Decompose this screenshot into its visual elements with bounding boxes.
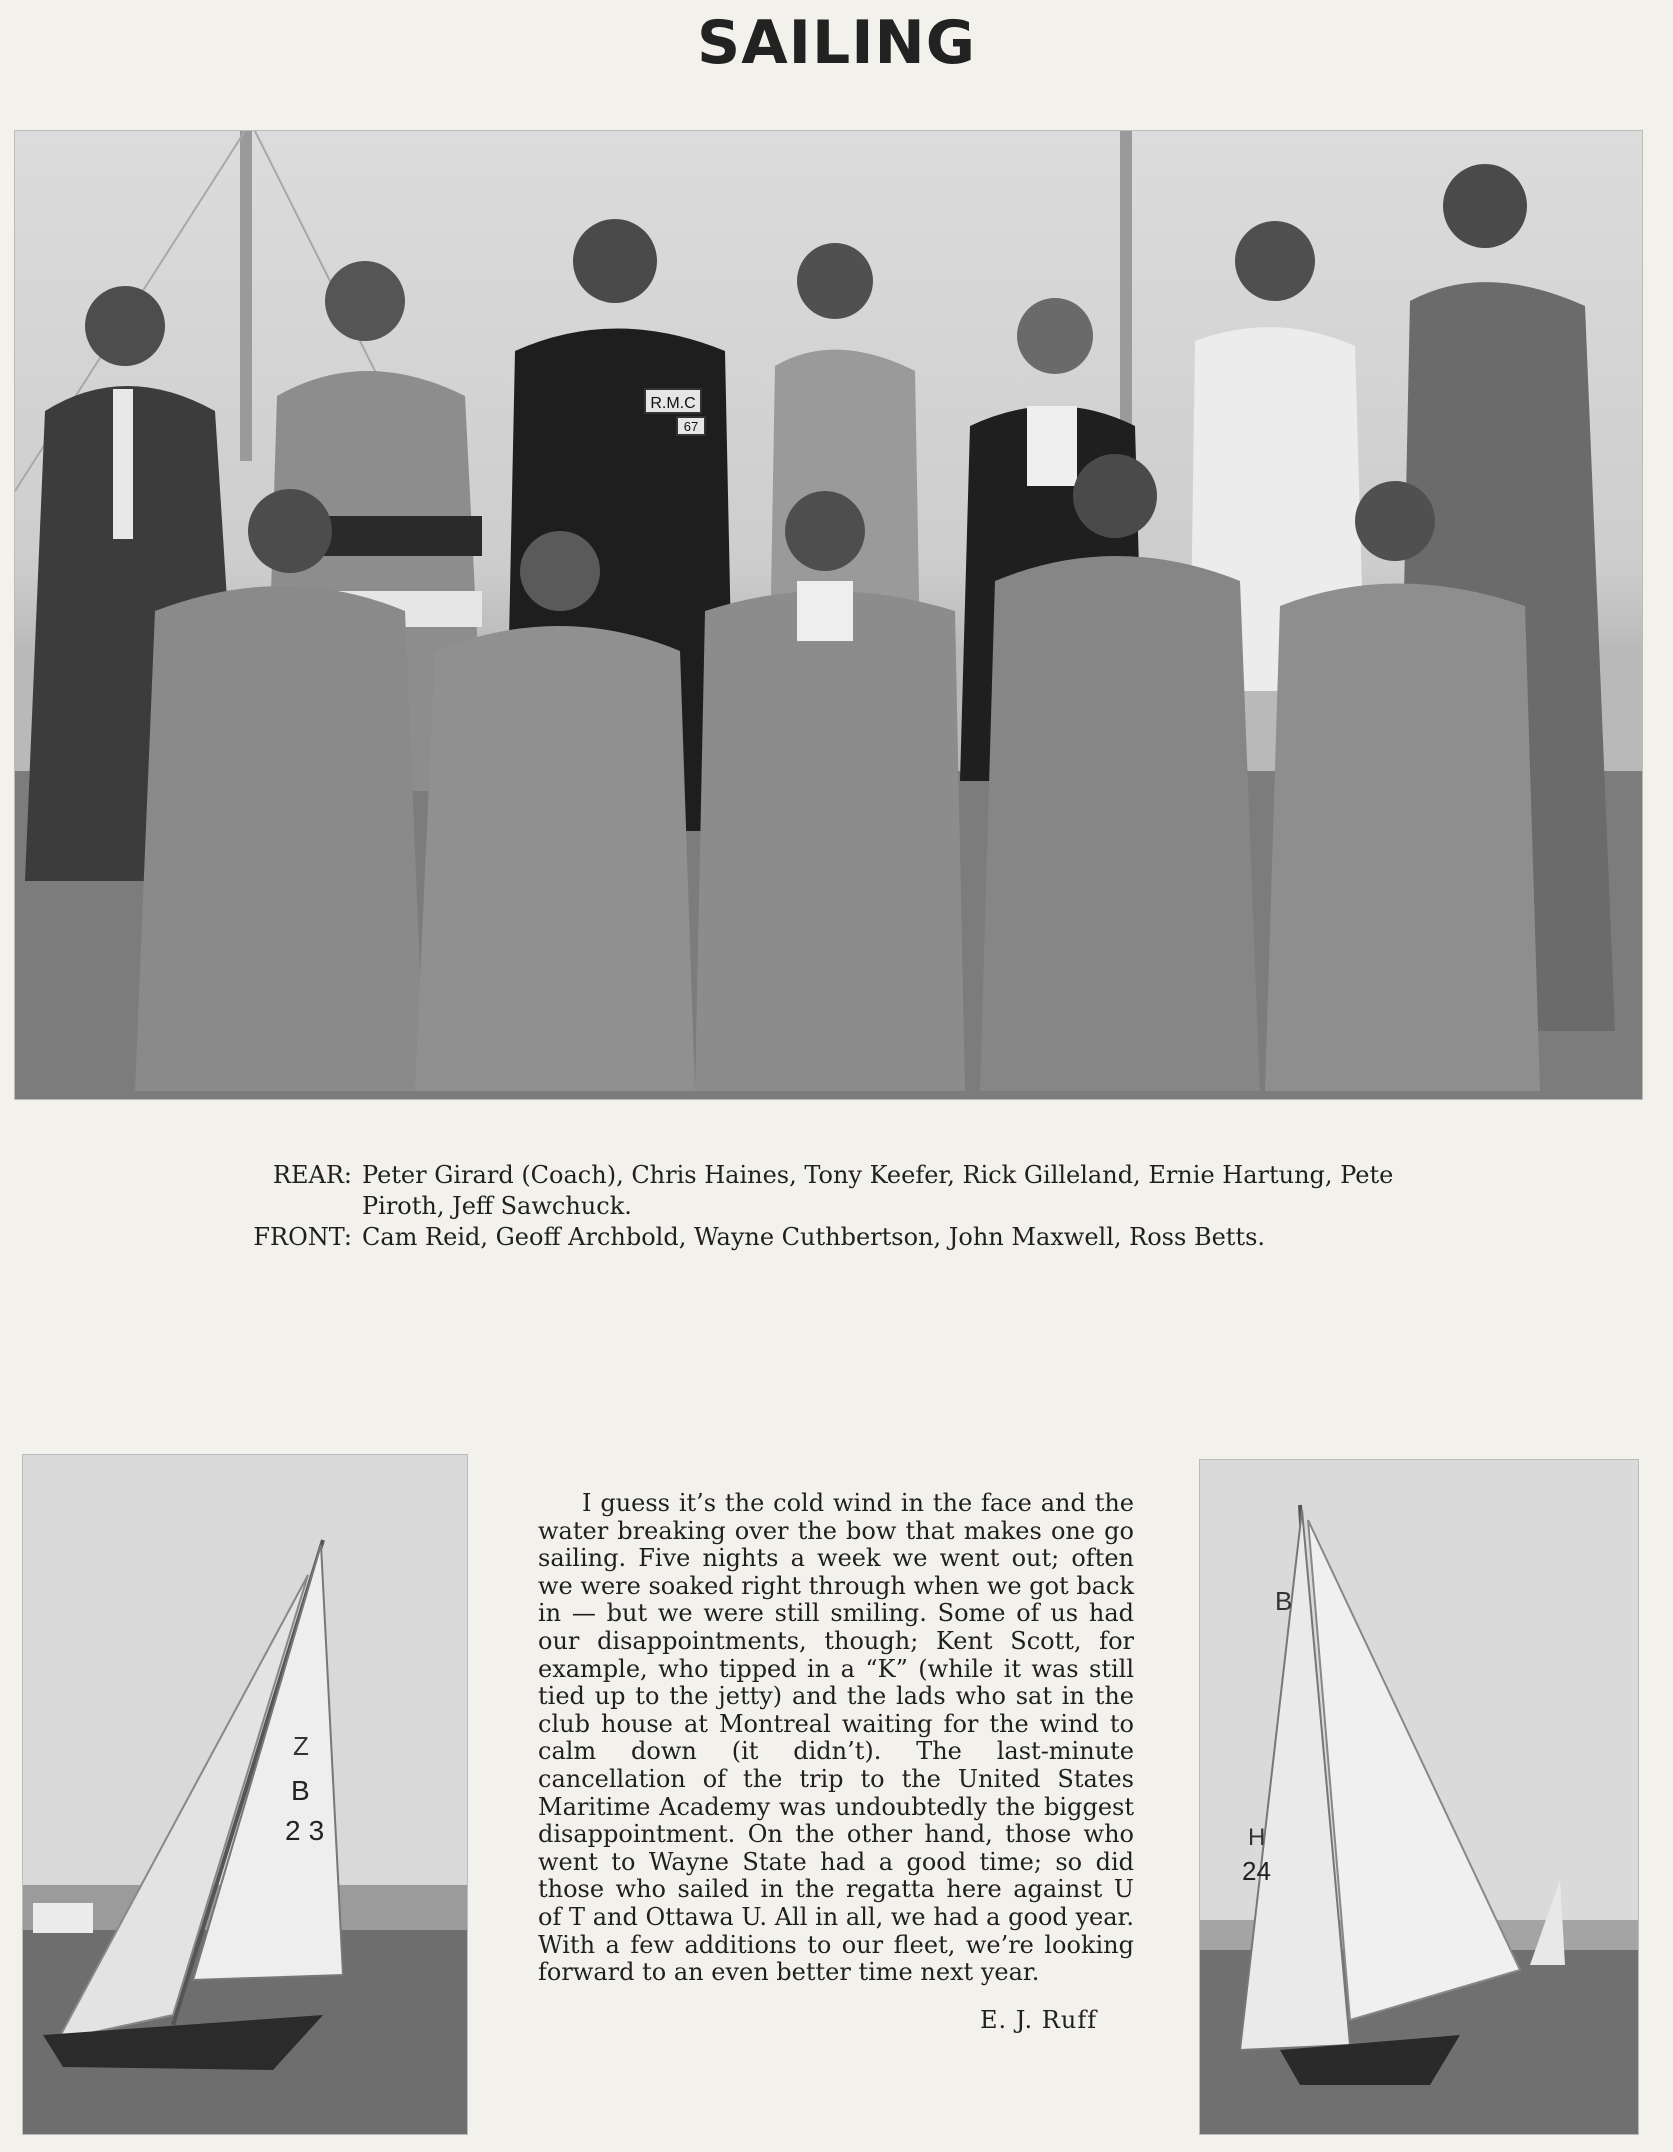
caption-front xyxy=(244,1222,1444,1253)
sailboat-photo-right xyxy=(1199,1459,1639,2135)
sailboat-left-illustration xyxy=(23,1455,467,2134)
photo-caption xyxy=(244,1160,1444,1253)
sail-left-letter: B xyxy=(291,1775,310,1806)
sail-right-upper-mark: H xyxy=(1248,1824,1266,1851)
caption-front-label: FRONT: xyxy=(253,1223,352,1251)
sail-right-letter: B xyxy=(1275,1586,1293,1616)
team-photo xyxy=(14,130,1643,1100)
sailboat-photo-left xyxy=(22,1454,468,2135)
caption-rear xyxy=(244,1160,1444,1222)
sail-left-upper-mark: Z xyxy=(293,1731,309,1761)
team-photo-illustration xyxy=(15,131,1642,1099)
jacket-badge-line1: R.M.C xyxy=(650,395,696,412)
jacket-badge-line2: 67 xyxy=(683,419,699,434)
caption-rear-names: Peter Girard (Coach), Chris Haines, Tony Keefer, Rick Gilleland, Ernie Hartung, Pete Piroth, Jeff Sawchuck. xyxy=(362,1161,1394,1220)
sail-right-number: 24 xyxy=(1242,1856,1271,1886)
article-author: E. J. Ruff xyxy=(980,2006,1098,2034)
caption-front-names: Cam Reid, Geoff Archbold, Wayne Cuthbertson, John Maxwell, Ross Betts. xyxy=(362,1223,1266,1251)
sail-left-number: 23 xyxy=(285,1815,333,1846)
sailboat-right-illustration xyxy=(1200,1460,1638,2134)
caption-rear-label: REAR: xyxy=(272,1161,352,1189)
page-title: SAILING xyxy=(697,8,976,78)
article-body: I guess it’s the cold wind in the face and the water breaking over the bow that makes one go sailing. Five nights a week we went out; often we were soaked right through when we got back in — but we were still smiling. Some of us had our disappointments, though; Kent Scott, for example, who tipped in a “K” (while it was still tied up to the jetty) and the lads who sat in the club house at Montreal waiting for the wind to calm down (it didn’t). The last-minute cancellation of the trip to the United States Maritime Academy was undoubtedly the biggest disappointment. On the other hand, those who went to Wayne State had a good time; so did those who sailed in the regatta here against U of T and Ottawa U. All in all, we had a good year. With a few additions to our fleet, we’re looking forward to an even better time next year. xyxy=(538,1489,1134,1987)
